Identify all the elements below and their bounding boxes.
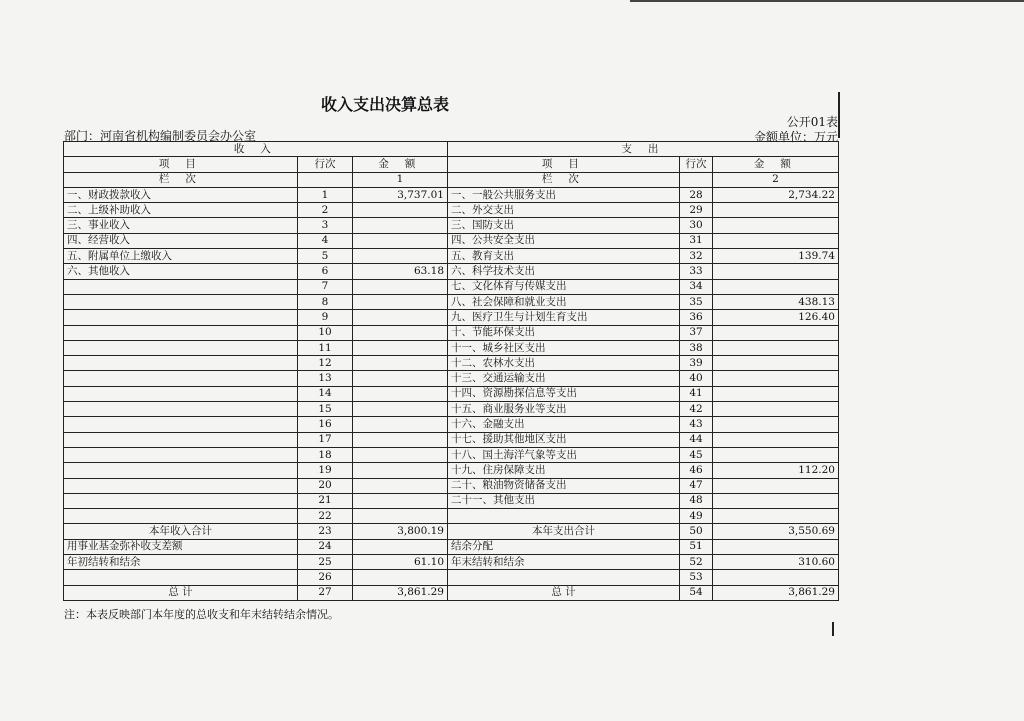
- income-amount-cell: [353, 218, 448, 233]
- income-item-cell: 三、事业收入: [64, 218, 298, 233]
- department-label: 部门：河南省机构编制委员会办公室: [64, 129, 257, 143]
- expense-item-cell: 二十、粮油物资储备支出: [448, 478, 680, 493]
- scan-edge-line: [630, 0, 1024, 2]
- income-amount-cell: 63.18: [353, 264, 448, 279]
- expense-line-no-cell: 51: [680, 539, 713, 554]
- table-row: [64, 386, 839, 401]
- expense-line-no-cell: 45: [680, 447, 713, 462]
- income-column-index: 1: [353, 172, 448, 187]
- income-amount-cell: [353, 203, 448, 218]
- income-line-no-cell: 27: [298, 585, 353, 600]
- income-line-no-cell: 12: [298, 356, 353, 371]
- income-amount-cell: [353, 340, 448, 355]
- income-line-no-cell: 13: [298, 371, 353, 386]
- income-item-cell: [64, 402, 298, 417]
- expense-line-no-cell: 41: [680, 386, 713, 401]
- income-line-no-cell: 25: [298, 555, 353, 570]
- income-amount-cell: [353, 539, 448, 554]
- expense-line-no-cell: 42: [680, 402, 713, 417]
- table-row: [64, 249, 839, 264]
- expense-item-cell: 十三、交通运输支出: [448, 371, 680, 386]
- expense-line-no-cell: 32: [680, 249, 713, 264]
- income-item-cell: [64, 279, 298, 294]
- income-line-no-cell: 3: [298, 218, 353, 233]
- income-line-no-cell: 2: [298, 203, 353, 218]
- income-item-cell: [64, 325, 298, 340]
- expense-amount-cell: 3,550.69: [713, 524, 839, 539]
- expense-amount-cell: [713, 402, 839, 417]
- income-amount-cell: [353, 386, 448, 401]
- income-line-no-cell: 5: [298, 249, 353, 264]
- expense-line-no-cell: 31: [680, 233, 713, 248]
- income-line-no-cell: 23: [298, 524, 353, 539]
- income-amount-cell: [353, 279, 448, 294]
- income-line-no-cell: 11: [298, 340, 353, 355]
- expense-line-no-cell: 44: [680, 432, 713, 447]
- table-row: [64, 233, 839, 248]
- expense-item-cell: 结余分配: [448, 539, 680, 554]
- income-amount-cell: [353, 325, 448, 340]
- expense-amount-cell: [713, 386, 839, 401]
- expense-amount-cell: [713, 325, 839, 340]
- expense-item-cell: [448, 570, 680, 585]
- income-amount-cell: 3,861.29: [353, 585, 448, 600]
- expense-line-no-cell: 28: [680, 187, 713, 202]
- expense-item-cell: 十八、国土海洋气象等支出: [448, 447, 680, 462]
- amount-unit-label: 金额单位：万元: [753, 130, 838, 144]
- income-line-no-cell: 20: [298, 478, 353, 493]
- expense-item-cell: 二十一、其他支出: [448, 493, 680, 508]
- expense-amount-cell: [713, 218, 839, 233]
- income-item-cell: [64, 509, 298, 524]
- expense-column-label: 栏 次: [448, 172, 680, 187]
- expense-amount-cell: [713, 417, 839, 432]
- expense-amount-cell: 112.20: [713, 463, 839, 478]
- expense-line-no-cell: 39: [680, 356, 713, 371]
- expense-amount-cell: 139.74: [713, 249, 839, 264]
- income-item-cell: 六、其他收入: [64, 264, 298, 279]
- income-amount-cell: 3,800.19: [353, 524, 448, 539]
- income-amount-cell: [353, 509, 448, 524]
- expense-item-cell: 四、公共安全支出: [448, 233, 680, 248]
- table-row: [64, 539, 839, 554]
- table-row: [64, 555, 839, 570]
- section-header-row: [64, 142, 839, 157]
- income-amount-header: 金 额: [353, 157, 448, 172]
- expense-column-index: 2: [713, 172, 839, 187]
- table-row: [64, 585, 839, 600]
- expense-line-no-cell: 35: [680, 294, 713, 309]
- expense-amount-cell: 438.13: [713, 294, 839, 309]
- income-item-cell: 一、财政拨款收入: [64, 187, 298, 202]
- income-item-cell: 四、经营收入: [64, 233, 298, 248]
- expense-item-cell: 九、医疗卫生与计划生育支出: [448, 310, 680, 325]
- expense-amount-cell: 126.40: [713, 310, 839, 325]
- table-row: [64, 310, 839, 325]
- income-item-cell: [64, 432, 298, 447]
- expense-item-cell: 十、节能环保支出: [448, 325, 680, 340]
- expense-amount-cell: [713, 356, 839, 371]
- expense-item-cell: 一、一般公共服务支出: [448, 187, 680, 202]
- income-line-no-cell: 1: [298, 187, 353, 202]
- expense-line-no-cell: 36: [680, 310, 713, 325]
- income-item-header: 项 目: [64, 157, 298, 172]
- income-line-no-cell: 16: [298, 417, 353, 432]
- expense-item-cell: 十五、商业服务业等支出: [448, 402, 680, 417]
- table-row: [64, 417, 839, 432]
- income-line-no-cell: 6: [298, 264, 353, 279]
- expense-line-no-cell: 50: [680, 524, 713, 539]
- income-column-blank: [298, 172, 353, 187]
- expense-item-cell: 年末结转和结余: [448, 555, 680, 570]
- expense-amount-cell: [713, 264, 839, 279]
- income-item-cell: 二、上级补助收入: [64, 203, 298, 218]
- table-row: [64, 187, 839, 202]
- income-amount-cell: [353, 356, 448, 371]
- income-line-no-cell: 4: [298, 233, 353, 248]
- income-item-cell: 本年收入合计: [64, 524, 298, 539]
- income-item-cell: [64, 447, 298, 462]
- expense-amount-cell: [713, 478, 839, 493]
- income-section-header: 收 入: [64, 142, 448, 157]
- expense-amount-cell: [713, 233, 839, 248]
- table-row: [64, 493, 839, 508]
- expense-amount-cell: [713, 371, 839, 386]
- expense-amount-cell: [713, 203, 839, 218]
- expense-item-cell: 本年支出合计: [448, 524, 680, 539]
- expense-item-cell: 十六、金融支出: [448, 417, 680, 432]
- expense-item-cell: 十一、城乡社区支出: [448, 340, 680, 355]
- income-item-cell: [64, 417, 298, 432]
- expense-line-no-cell: 53: [680, 570, 713, 585]
- expense-amount-cell: [713, 509, 839, 524]
- income-amount-cell: [353, 417, 448, 432]
- form-code: 公开01表: [786, 115, 838, 129]
- income-item-cell: [64, 356, 298, 371]
- expense-line-no-cell: 38: [680, 340, 713, 355]
- table-row: [64, 524, 839, 539]
- expense-line-no-cell: 33: [680, 264, 713, 279]
- income-line-no-cell: 7: [298, 279, 353, 294]
- expense-amount-cell: [713, 493, 839, 508]
- expense-line-no-cell: 52: [680, 555, 713, 570]
- income-line-no-cell: 9: [298, 310, 353, 325]
- income-item-cell: [64, 371, 298, 386]
- income-amount-cell: 61.10: [353, 555, 448, 570]
- table-row: [64, 447, 839, 462]
- expense-line-no-cell: 43: [680, 417, 713, 432]
- income-line-no-cell: 10: [298, 325, 353, 340]
- expense-amount-cell: [713, 447, 839, 462]
- expense-line-no-cell: 49: [680, 509, 713, 524]
- scan-margin-mark: [832, 622, 834, 636]
- income-amount-cell: [353, 233, 448, 248]
- expense-item-cell: 八、社会保障和就业支出: [448, 294, 680, 309]
- expense-line-no-cell: 37: [680, 325, 713, 340]
- income-item-cell: 五、附属单位上缴收入: [64, 249, 298, 264]
- income-line-no-cell: 18: [298, 447, 353, 462]
- income-item-cell: [64, 294, 298, 309]
- table-row: [64, 340, 839, 355]
- income-item-cell: 年初结转和结余: [64, 555, 298, 570]
- income-line-no-cell: 24: [298, 539, 353, 554]
- expense-line-no-cell: 54: [680, 585, 713, 600]
- column-header-row: [64, 157, 839, 172]
- expense-item-header: 项 目: [448, 157, 680, 172]
- table-row: [64, 294, 839, 309]
- income-amount-cell: [353, 493, 448, 508]
- table-row: [64, 218, 839, 233]
- income-column-label: 栏 次: [64, 172, 298, 187]
- expense-section-header: 支 出: [448, 142, 839, 157]
- expense-item-cell: 七、文化体育与传媒支出: [448, 279, 680, 294]
- income-item-cell: [64, 570, 298, 585]
- expense-amount-cell: 310.60: [713, 555, 839, 570]
- expense-item-cell: 十四、资源勘探信息等支出: [448, 386, 680, 401]
- table-footnote: 注：本表反映部门本年度的总收支和年末结转结余情况。: [64, 608, 339, 621]
- income-item-cell: [64, 340, 298, 355]
- income-amount-cell: [353, 402, 448, 417]
- column-index-row: [64, 172, 839, 187]
- table-row: [64, 509, 839, 524]
- income-item-cell: [64, 463, 298, 478]
- income-expense-table: [63, 141, 839, 601]
- table-row: [64, 570, 839, 585]
- expense-item-cell: 六、科学技术支出: [448, 264, 680, 279]
- table-row: [64, 264, 839, 279]
- expense-amount-cell: 3,861.29: [713, 585, 839, 600]
- expense-item-cell: 十二、农林水支出: [448, 356, 680, 371]
- income-line-no-cell: 26: [298, 570, 353, 585]
- income-amount-cell: [353, 310, 448, 325]
- expense-item-cell: 十九、住房保障支出: [448, 463, 680, 478]
- table-row: [64, 371, 839, 386]
- income-item-cell: [64, 478, 298, 493]
- income-amount-cell: [353, 432, 448, 447]
- expense-item-cell: 二、外交支出: [448, 203, 680, 218]
- page-title: 收入支出决算总表: [320, 95, 449, 114]
- expense-amount-cell: [713, 340, 839, 355]
- expense-line-no-cell: 46: [680, 463, 713, 478]
- income-line-no-cell: 22: [298, 509, 353, 524]
- expense-item-cell: [448, 509, 680, 524]
- income-line-no-cell: 8: [298, 294, 353, 309]
- income-item-cell: 用事业基金弥补收支差额: [64, 539, 298, 554]
- expense-item-cell: 总 计: [448, 585, 680, 600]
- income-amount-cell: [353, 294, 448, 309]
- table-row: [64, 356, 839, 371]
- income-amount-cell: 3,737.01: [353, 187, 448, 202]
- expense-line-no-cell: 34: [680, 279, 713, 294]
- income-amount-cell: [353, 463, 448, 478]
- income-amount-cell: [353, 249, 448, 264]
- income-item-cell: [64, 310, 298, 325]
- income-item-cell: 总 计: [64, 585, 298, 600]
- expense-amount-header: 金 额: [713, 157, 839, 172]
- income-amount-cell: [353, 371, 448, 386]
- income-line-no-cell: 19: [298, 463, 353, 478]
- expense-amount-cell: [713, 570, 839, 585]
- income-line-no-cell: 17: [298, 432, 353, 447]
- expense-amount-cell: 2,734.22: [713, 187, 839, 202]
- table-row: [64, 279, 839, 294]
- expense-amount-cell: [713, 539, 839, 554]
- expense-line-no-cell: 48: [680, 493, 713, 508]
- table-row: [64, 203, 839, 218]
- expense-line-no-cell: 40: [680, 371, 713, 386]
- expense-amount-cell: [713, 432, 839, 447]
- income-item-cell: [64, 386, 298, 401]
- expense-item-cell: 三、国防支出: [448, 218, 680, 233]
- table-row: [64, 478, 839, 493]
- income-amount-cell: [353, 478, 448, 493]
- expense-line-no-cell: 47: [680, 478, 713, 493]
- expense-line-no-cell: 29: [680, 203, 713, 218]
- table-row: [64, 463, 839, 478]
- income-line-no-header: 行次: [298, 157, 353, 172]
- income-line-no-cell: 14: [298, 386, 353, 401]
- table-row: [64, 432, 839, 447]
- table-row: [64, 402, 839, 417]
- expense-amount-cell: [713, 279, 839, 294]
- expense-item-cell: 五、教育支出: [448, 249, 680, 264]
- income-item-cell: [64, 493, 298, 508]
- table-row: [64, 325, 839, 340]
- expense-line-no-cell: 30: [680, 218, 713, 233]
- expense-item-cell: 十七、援助其他地区支出: [448, 432, 680, 447]
- expense-column-blank: [680, 172, 713, 187]
- income-amount-cell: [353, 570, 448, 585]
- income-amount-cell: [353, 447, 448, 462]
- scan-margin-mark: [838, 92, 840, 138]
- expense-line-no-header: 行次: [680, 157, 713, 172]
- income-line-no-cell: 15: [298, 402, 353, 417]
- income-line-no-cell: 21: [298, 493, 353, 508]
